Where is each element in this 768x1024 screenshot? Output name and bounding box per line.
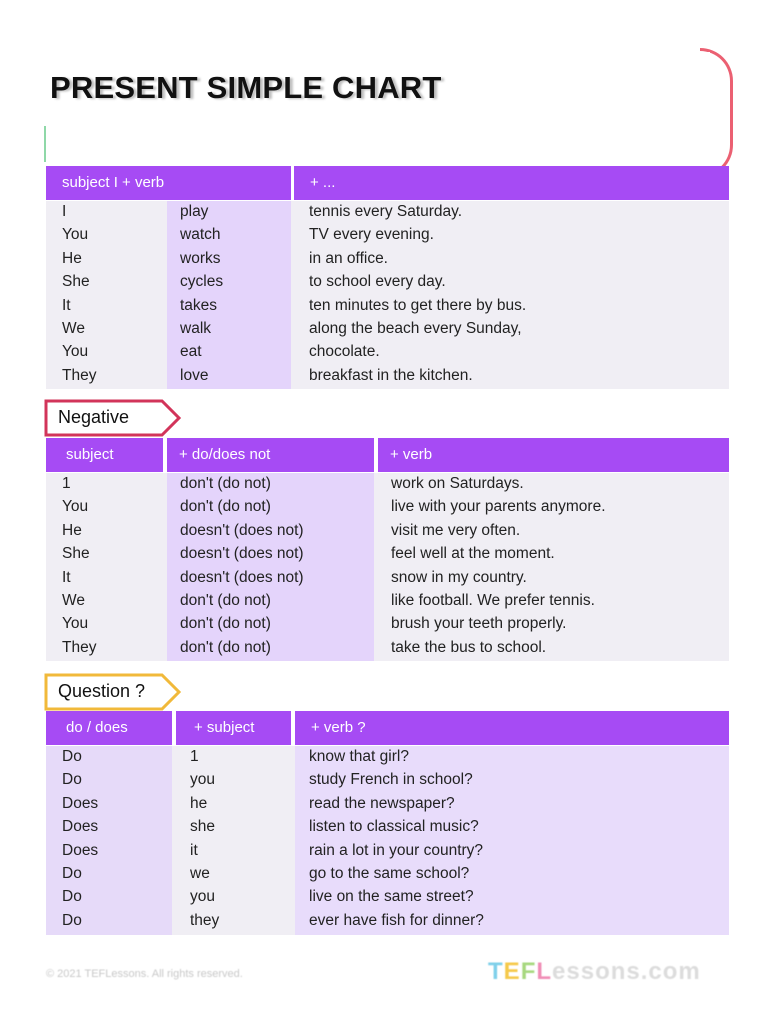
affirmative-verb-cell: love bbox=[180, 366, 209, 384]
affirmative-rest-cell: along the beach every Sunday, bbox=[309, 320, 522, 337]
negative-aux-cell: doesn't (does not) bbox=[180, 545, 304, 563]
negative-rest-cell: like football. We prefer tennis. bbox=[391, 592, 595, 609]
negative-aux-cell: don't (do not) bbox=[180, 498, 271, 516]
affirmative-rest-cell: chocolate. bbox=[309, 343, 380, 361]
question-subject-cell: she bbox=[190, 818, 215, 836]
affirmative-rest-cell: breakfast in the kitchen. bbox=[309, 366, 473, 384]
question-rest-cell: go to the same school? bbox=[309, 865, 470, 882]
negative-aux-cell: don't (do not) bbox=[180, 592, 271, 609]
affirmative-subject-cell: It bbox=[62, 296, 71, 314]
question-aux-cell: Does bbox=[62, 794, 99, 812]
negative-subject-cell: You bbox=[62, 498, 89, 516]
affirmative-rest-cell: TV every evening. bbox=[309, 226, 434, 244]
negative-aux-cell: don't (do not) bbox=[180, 475, 271, 492]
negative-aux-cell: don't (do not) bbox=[180, 638, 271, 656]
affirmative-rest-cell: to school every day. bbox=[309, 273, 446, 291]
negative-rest-cell: take the bus to school. bbox=[391, 638, 547, 656]
question-aux-cell: Do bbox=[62, 748, 82, 765]
logo-letter-l: L bbox=[536, 958, 553, 985]
affirmative-subject-cell: They bbox=[62, 366, 97, 384]
question-subject-cell: it bbox=[190, 841, 198, 859]
negative-header-subject: subject bbox=[46, 438, 163, 472]
negative-header-row bbox=[46, 438, 729, 472]
negative-subject-cell: 1 bbox=[62, 475, 71, 492]
affirmative-rest-cell: ten minutes to get there by bus. bbox=[309, 296, 527, 314]
negative-label bbox=[44, 399, 184, 437]
affirmative-subject-cell: You bbox=[62, 343, 89, 361]
affirmative-table bbox=[46, 166, 729, 389]
affirmative-rest-cell: tennis every Saturday. bbox=[309, 203, 463, 220]
question-rest-cell: live on the same street? bbox=[309, 888, 474, 906]
question-rest-cell: know that girl? bbox=[309, 748, 409, 765]
affirmative-subject-cell: We bbox=[62, 320, 85, 337]
negative-body bbox=[46, 473, 729, 661]
logo-letter-t: T bbox=[488, 958, 504, 985]
negative-subject-cell: You bbox=[62, 615, 89, 633]
question-rest-cell: ever have fish for dinner? bbox=[309, 911, 484, 929]
negative-header-verb: + verb bbox=[378, 438, 729, 472]
question-aux-cell: Do bbox=[62, 911, 82, 929]
affirmative-rest-cell: in an office. bbox=[309, 249, 388, 267]
affirmative-subject-cell: She bbox=[62, 273, 90, 291]
question-aux-cell: Do bbox=[62, 865, 82, 882]
negative-rest-cell: feel well at the moment. bbox=[391, 545, 555, 563]
question-header-row bbox=[46, 711, 729, 745]
question-label bbox=[44, 673, 184, 711]
logo-letter-e: E bbox=[503, 958, 521, 985]
question-subject-cell: you bbox=[190, 888, 215, 906]
question-body bbox=[46, 746, 729, 935]
negative-label-text: Negative bbox=[58, 407, 130, 427]
page-title: PRESENT SIMPLE CHART bbox=[50, 70, 442, 105]
negative-subject-cell: They bbox=[62, 638, 97, 656]
affirmative-verb-cell: play bbox=[180, 203, 209, 220]
question-rest-cell: read the newspaper? bbox=[309, 794, 455, 812]
question-header-aux: do / does bbox=[46, 711, 172, 745]
negative-rest-cell: brush your teeth properly. bbox=[391, 615, 567, 633]
negative-rest-cell: work on Saturdays. bbox=[391, 475, 524, 492]
title-panel bbox=[46, 52, 710, 164]
negative-rest-cell: live with your parents anymore. bbox=[391, 498, 606, 516]
question-rest-cell: rain a lot in your country? bbox=[309, 841, 484, 859]
question-subject-cell: 1 bbox=[190, 748, 199, 765]
title-accent-line bbox=[44, 126, 46, 162]
question-aux-cell: Does bbox=[62, 818, 99, 836]
affirmative-verb-cell: walk bbox=[180, 320, 212, 337]
question-header-verb: + verb ? bbox=[295, 711, 729, 745]
negative-rest-cell: visit me very often. bbox=[391, 521, 521, 539]
logo-letter-f: F bbox=[520, 958, 537, 985]
question-aux-cell: Does bbox=[62, 841, 99, 859]
negative-subject-cell: She bbox=[62, 545, 90, 563]
negative-header-aux: + do/does not bbox=[167, 438, 374, 472]
negative-rest-cell: snow in my country. bbox=[391, 568, 527, 586]
footer-logo bbox=[488, 958, 701, 986]
negative-subject-cell: It bbox=[62, 568, 71, 586]
question-aux-cell: Do bbox=[62, 888, 82, 906]
affirmative-verb-cell: watch bbox=[180, 226, 221, 244]
affirmative-verb-cell: cycles bbox=[180, 273, 224, 291]
affirmative-verb-cell: eat bbox=[180, 343, 202, 361]
negative-aux-cell: doesn't (does not) bbox=[180, 568, 304, 586]
question-table bbox=[46, 711, 729, 935]
affirmative-subject-cell: I bbox=[62, 203, 67, 220]
affirmative-verb-cell: takes bbox=[180, 296, 218, 314]
affirmative-verb-cell: works bbox=[180, 249, 221, 267]
affirmative-header-rest: + ... bbox=[294, 166, 729, 200]
negative-subject-cell: He bbox=[62, 521, 82, 539]
question-subject-cell: they bbox=[190, 911, 220, 929]
question-subject-cell: we bbox=[190, 865, 210, 882]
question-rest-cell: listen to classical music? bbox=[309, 818, 479, 836]
question-aux-cell: Do bbox=[62, 771, 82, 789]
logo-rest: essons.com bbox=[552, 958, 701, 985]
question-subject-cell: he bbox=[190, 794, 208, 812]
affirmative-header-subject-verb: subject I + verb bbox=[46, 166, 291, 200]
affirmative-header-row bbox=[46, 166, 729, 200]
negative-subject-cell: We bbox=[62, 592, 85, 609]
negative-table bbox=[46, 438, 729, 661]
footer-copyright: © 2021 TEFLessons. All rights reserved. bbox=[46, 968, 243, 980]
affirmative-subject-cell: You bbox=[62, 226, 89, 244]
affirmative-body bbox=[46, 201, 729, 389]
question-header-subject: + subject bbox=[176, 711, 291, 745]
question-label-text: Question ? bbox=[58, 681, 146, 701]
affirmative-subject-cell: He bbox=[62, 249, 82, 267]
negative-aux-cell: doesn't (does not) bbox=[180, 521, 304, 539]
question-rest-cell: study French in school? bbox=[309, 771, 473, 789]
question-subject-cell: you bbox=[190, 771, 215, 789]
negative-aux-cell: don't (do not) bbox=[180, 615, 271, 633]
